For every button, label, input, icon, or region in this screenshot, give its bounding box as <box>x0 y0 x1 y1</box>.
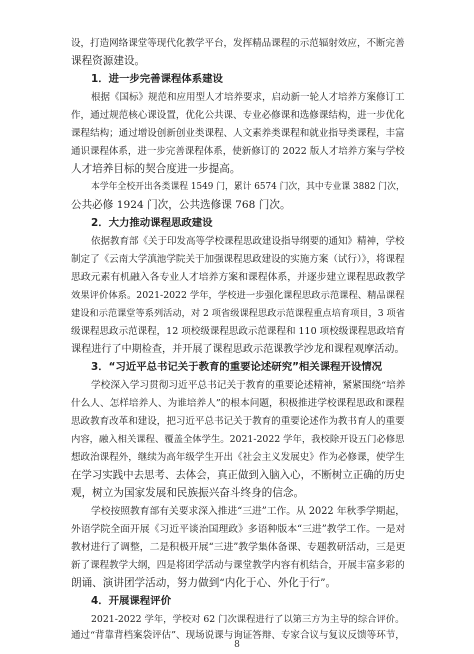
page-number: 8 <box>234 640 240 650</box>
paragraph-line: 朗诵、演讲团学活动，努力做到“内化于心、外化于行”。 <box>71 577 337 589</box>
paragraph-line: 思政教育改革和建设，把习近平总书记关于教育的重要论述作为教书育人的重要 <box>71 416 405 427</box>
paragraph-line: 学校深入学习贯彻习近平总书记关于教育的重要论述精神，紧紧围绕“培养 <box>91 380 406 391</box>
paragraph-line: 根据《国标》规范和应用型人才培养要求，启动新一轮人才培养方案修订工 <box>91 92 405 103</box>
paragraph-line: 2021-2022 学年，学校对 62 门次课程进行了以第三方为主导的综合评价。 <box>91 614 405 625</box>
paragraph-line: 本学年全校开出各类课程 1549 门，累计 6574 门次，其中专业课 3882 门次， <box>91 182 405 192</box>
paragraph-line: 作，通过规范核心课设置，优化公共课、专业必修课和选修课结构，进一步优化 <box>71 110 405 121</box>
paragraph-line: 效果评价体系。2021-2022 学年，学校进一步强化课程思政示范课程、精品课程 <box>71 290 405 301</box>
paragraph-line: 级课程思政示范课程，12 项校级课程思政示范课程和 110 项校级课程思政培育 <box>71 326 406 337</box>
paragraph-line: 建设和示范课堂等系列活动，对 2 项省级课程思政示范课程重点培育项目，3 项省 <box>71 308 405 319</box>
paragraph-line: 内容，融入相关课程、覆盖全体学生。2021-2022 学年，我校除开设五门必修思 <box>71 434 405 445</box>
paragraph-line: 通过“背靠背档案袋评估”、现场说课与询证答辩、专家合议与复议反馈等环节， <box>71 630 405 641</box>
paragraph-line: 外语学院全面开展《习近平谈治国理政》多语种版本“三进”教学工作。一是对 <box>71 524 406 535</box>
paragraph-line: 学校按照教育部有关要求深入推进“三进”工作。从 2022 年秋季学期起， <box>91 506 405 517</box>
paragraph-line: 教材进行了调整，二是积极开展“三进”教学集体备课、专题教研活动，三是更 <box>71 542 406 553</box>
paragraph-line: 公共必修 1924 门次，公共选修课 768 门次。 <box>71 199 291 211</box>
paragraph-line: 在学习实践中去思考、去体会，真正做到入脑入心，不断树立正确的历史 <box>71 469 405 481</box>
paragraph-line: 通识课程体系，进一步完善课程体系，使新修订的 2022 版人才培养方案与学校 <box>71 146 405 157</box>
paragraph-line: 什么人、怎样培养人、为谁培养人”的根本问题，积极推进学校课程思政和课程 <box>71 398 405 409</box>
paragraph-line: 课程进行了中期检查，并开展了课程思政示范课教学沙龙和课程观摩活动。 <box>71 344 405 355</box>
paragraph-line: 观，树立为国家发展和民族振兴奋斗终身的信念。 <box>71 487 305 499</box>
paragraph-line: 课程结构；通过增设创新创业类课程、人文素养类课程和就业指导类课程，丰富 <box>71 128 405 139</box>
paragraph-line: 制定了《云南大学滇池学院关于加强课程思政建设的实施方案（试行）》，将课程 <box>71 254 405 265</box>
paragraph-line: 人才培养目标的契合度进一步提高。 <box>71 163 241 175</box>
paragraph-line: 新了课程教学大纲，四是将团学活动与课堂教学内容有机结合，开展丰富多彩的 <box>71 560 405 571</box>
section-heading: 1．进一步完善课程体系建设 <box>91 73 223 85</box>
paragraph-line: 想政治课程外，继续为高年级学生开出《社会主义发展史》作为必修课，使学生 <box>71 452 405 463</box>
paragraph-line: 课程资源建设。 <box>71 55 146 67</box>
section-heading: 2．大力推动课程思政建设 <box>91 217 213 229</box>
section-heading: 4．开展课程评价 <box>91 595 171 607</box>
paragraph-line: 设，打造网络课堂等现代化教学平台，发挥精品课程的示范辐射效应，不断完善 <box>71 38 405 49</box>
paragraph-line: 依据教育部《关于印发高等学校课程思政建设指导纲要的通知》精神，学校 <box>91 236 405 247</box>
paragraph-line: 思政元素有机融入各专业人才培养方案和课程体系，并逐步建立课程思政教学 <box>71 272 406 283</box>
section-heading: 3．“习近平总书记关于教育的重要论述研究”相关课程开设情况 <box>91 361 383 373</box>
